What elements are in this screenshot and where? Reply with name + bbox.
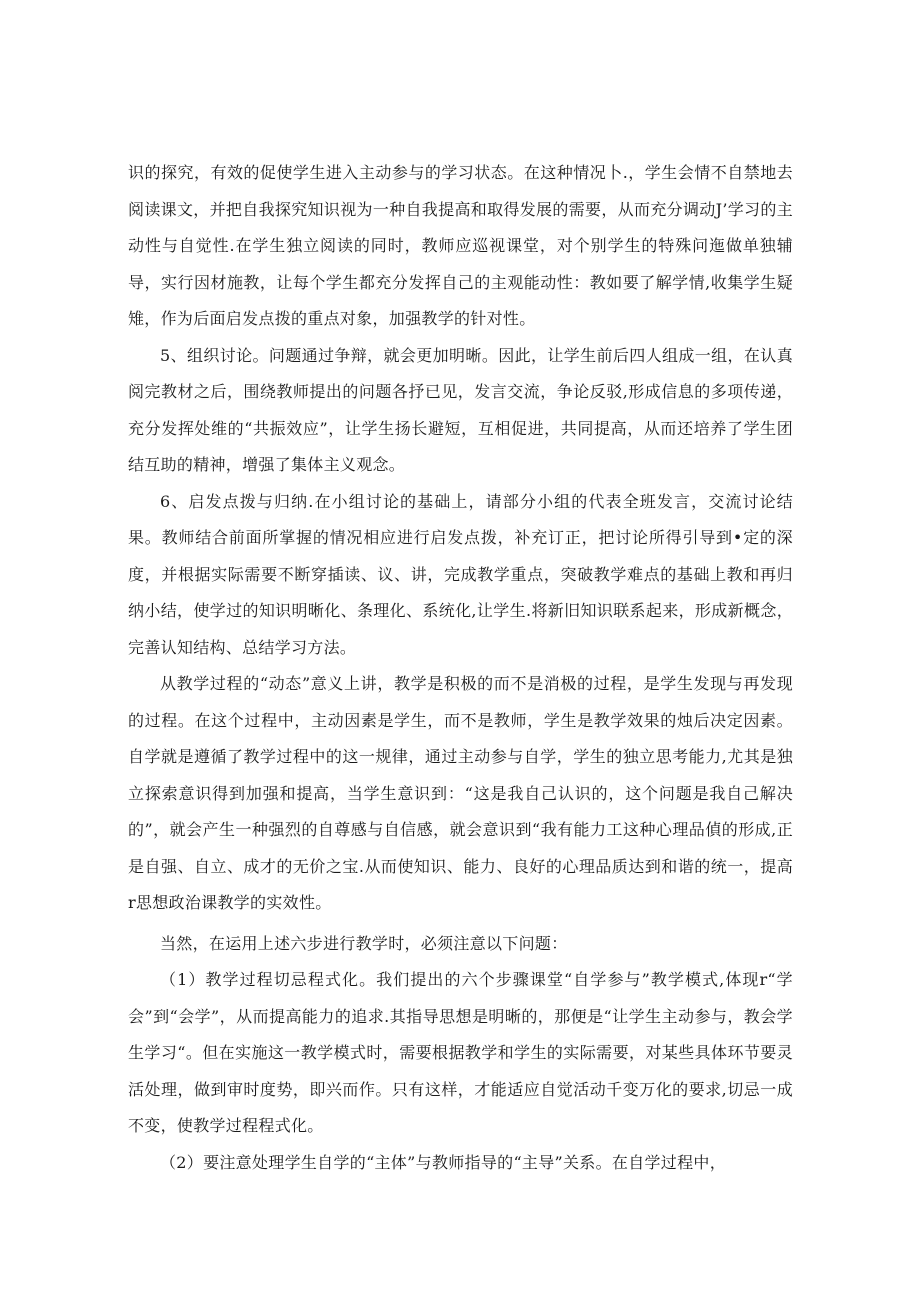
- paragraph-4: 从教学过程的“动态”意义上讲，教学是积极的而不是消极的过程，是学生发现与再发现的过程。在这个过程中，主动因素是学生，而不是教师，学生是教学效果的烛后决定因素。自学就是遵循了教学过程中的这一规律，通过主动参与自学，学生的独立思考能力,尤其是独立探索意识得到加强和提高，当学生意识到：“这是我自己认识的，这个问题是我自己解决的”，就会产生一种强烈的自尊感与自信感，就会意识到“我有能力工这种心理品偵的形成,正是自强、自立、成才的无价之宝.从而使知识、能力、良好的心理品质达到和谐的统一，提高r思想政治课教学的实效性。: [128, 674, 793, 912]
- paragraph-2: 5、组织讨论。问题通过争辩，就会更加明晰。因此，让学生前后四人组成一组，在认真阅完教材之后，围绕教师提出的问题各抒已见，发言交流，争论反驳,形成信息的多项传递，充分发挥处维的“共振效应”，让学生扬长避短，互相促进，共同提高，从而还培养了学生团结互助的精神，增强了集体主义观念。: [128, 345, 793, 474]
- paragraph-1: 识的探究，有效的促使学生进入主动参与的学习状态。在这种情况卜.，学生会情不自禁地去阅读课文，并把自我探究知识视为一种自我提高和取得发展的需要，从而充分调动J’学习的主动性与自觉性.在学生独立阅读的同时，教师应巡视课堂，对个别学生的特殊问迤做单独辅导，实行因材施教，让每个学生都充分发挥自己的主观能动性：教如要了解学情,收集学生疑雉，作为后面启发点拨的重点对象，加强教学的针对性。: [128, 163, 793, 328]
- body-text: [128, 155, 793, 1181]
- paragraph-6: （1）教学过程切忌程式化。我们提出的六个步骤课堂“自学参与”教学模式,体现r“学会”到“会学”，从而提高能力的追求.其指导思想是明晰的，那便是“让学生主动参与，教会学生学习“。但在实施这一教学模式时，需要根据教学和学生的实际需要，对某些具体环节要灵活处理，做到审时度势，即兴而作。只有这样，才能适应自觉活动千变万化的要求,切忌一成不变，使教学过程程式化。: [128, 970, 793, 1135]
- paragraph-7: （2）要注意处理学生自学的“主体”与教师指导的“主导”关系。在自学过程中，: [160, 1152, 726, 1172]
- paragraph-5: 当然，在运用上述六步进行教学时，必须注意以下问题：: [160, 933, 568, 953]
- paragraph-3: 6、启发点拨与归纳.在小组讨论的基础上，请部分小组的代表全班发言，交流讨论结果。教师结合前面所掌握的情况相应进行启发点拨，补充订正，把讨论所得引导到•定的深度，并根据实际需要不断穿插读、议、讲，完成教学重点，突破教学难点的基础上教和再归纳小结，使学过的知识明晰化、条理化、系统化,让学生.将新旧知识联系起来，形成新概念，完善认知结构、总结学习方法。: [128, 491, 793, 657]
